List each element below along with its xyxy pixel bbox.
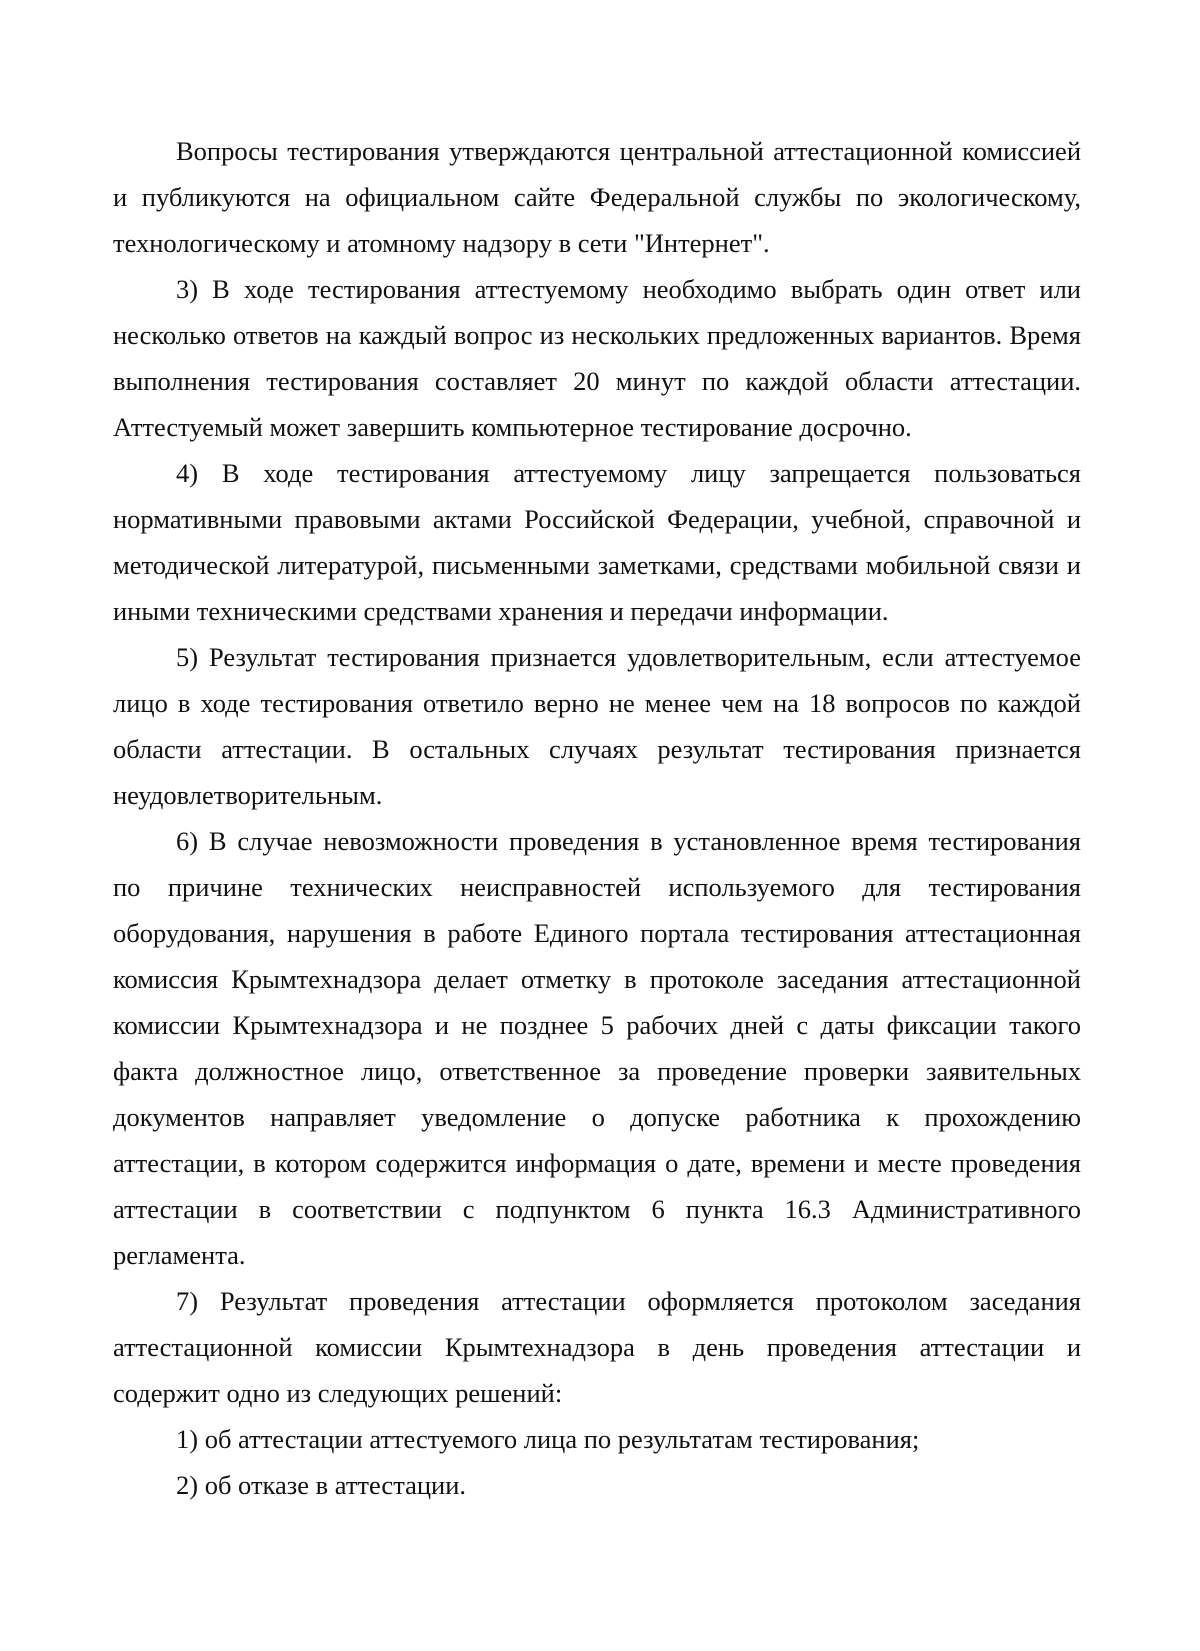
document-body <box>113 128 1081 1508</box>
paragraph-item-7: 7) Результат проведения аттестации оформляется протоколом заседания аттестационной комиссии Крымтехнадзора в день проведения аттестации и содержит одно из следующих решений: <box>113 1286 1081 1408</box>
paragraph-item-5: 5) Результат тестирования признается удовлетворительным, если аттестуемое лицо в ходе тестирования ответило верно не менее чем на 18 вопросов по каждой области аттестации. В остальных случаях результат тестирования признается неудовлетворительным. <box>113 642 1081 810</box>
paragraph-item-4: 4) В ходе тестирования аттестуемому лицу запрещается пользоваться нормативными правовыми актами Российской Федерации, учебной, справочной и методической литературой, письменными заметками, средствами мобильной связи и иными техническими средствами хранения и передачи информации. <box>113 458 1081 626</box>
paragraph-testing-questions: Вопросы тестирования утверждаются центральной аттестационной комиссией и публикуются на официальном сайте Федеральной службы по экологическому, технологическому и атомному надзору в сети "Интернет". <box>113 136 1081 258</box>
paragraph-item-3: 3) В ходе тестирования аттестуемому необходимо выбрать один ответ или несколько ответов на каждый вопрос из нескольких предложенных вариантов. Время выполнения тестирования составляет 20 минут по каждой области аттестации. Аттестуемый может завершить компьютерное тестирование досрочно. <box>113 274 1081 442</box>
decision-option-2: 2) об отказе в аттестации. <box>176 1470 467 1500</box>
decision-option-1: 1) об аттестации аттестуемого лица по результатам тестирования; <box>176 1424 920 1454</box>
paragraph-item-6: 6) В случае невозможности проведения в установленное время тестирования по причине технических неисправностей используемого для тестирования оборудования, нарушения в работе Единого портала тестирования аттестационная комиссия Крымтехнадзора делает отметку в протоколе заседания аттестационной комиссии Крымтехнадзора и не позднее 5 рабочих дней с даты фиксации такого факта должностное лицо, ответственное за проведение проверки заявительных документов направляет уведомление о допуске работника к прохождению аттестации, в котором содержится информация о дате, времени и месте проведения аттестации в соответствии с подпунктом 6 пункта 16.3 Административного регламента. <box>113 826 1081 1270</box>
